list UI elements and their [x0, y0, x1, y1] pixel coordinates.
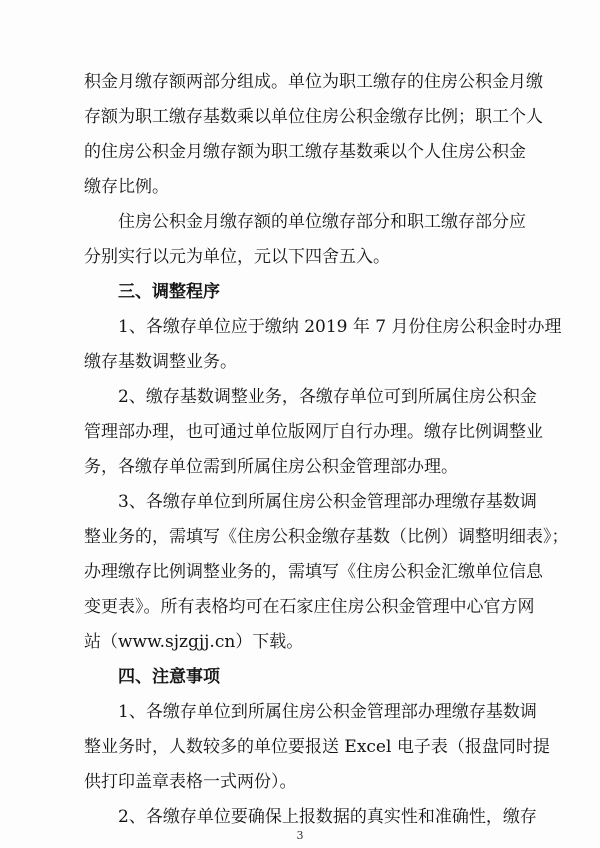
body-text-line: 供打印盖章表格一式两份）。	[84, 772, 297, 792]
page-number: 3	[296, 829, 304, 842]
body-text-line: 管理部办理，也可通过单位版网厅自行办理。缴存比例调整业	[84, 422, 543, 442]
body-text-line: 分别实行以元为单位，元以下四舍五入。	[84, 247, 390, 267]
body-text-line: 整业务的，需填写《住房公积金缴存基数（比例）调整明细表》；	[84, 527, 569, 547]
list-item-text: 1、各缴存单位到所属住房公积金管理部办理缴存基数调	[118, 702, 537, 722]
body-text-line: 的住房公积金月缴存额为职工缴存基数乘以个人住房公积金	[84, 142, 526, 162]
body-text-line: 办理缴存比例调整业务的，需填写《住房公积金汇缴单位信息	[84, 562, 543, 582]
body-text-line: 缴存基数调整业务。	[84, 352, 237, 372]
section-heading-notes: 四、注意事项	[118, 667, 220, 687]
paragraph-first-line: 住房公积金月缴存额的单位缴存部分和职工缴存部分应	[118, 212, 526, 232]
body-text-line: 变更表》。所有表格均可在石家庄住房公积金管理中心官方网	[84, 597, 535, 617]
list-item-text: 2、各缴存单位要确保上报数据的真实性和准确性，缴存	[118, 807, 537, 827]
list-item-text: 3、各缴存单位到所属住房公积金管理部办理缴存基数调	[118, 492, 537, 512]
body-text-line: 整业务时，人数较多的单位要报送 Excel 电子表（报盘同时提	[84, 737, 550, 757]
body-text-line: 缴存比例。	[84, 177, 169, 197]
body-text-line: 存额为职工缴存基数乘以单位住房公积金缴存比例；职工个人	[84, 107, 543, 127]
list-item-text: 2、缴存基数调整业务，各缴存单位可到所属住房公积金	[118, 387, 537, 407]
body-text-line: 务，各缴存单位需到所属住房公积金管理部办理。	[84, 457, 458, 477]
section-heading-adjustment-procedure: 三、调整程序	[118, 282, 220, 302]
list-item-text: 1、各缴存单位应于缴纳 2019 年 7 月份住房公积金时办理	[118, 317, 562, 337]
body-text-line: 站（www.sjzgjj.cn）下载。	[84, 632, 304, 652]
body-text-line: 积金月缴存额两部分组成。单位为职工缴存的住房公积金月缴	[84, 72, 543, 92]
